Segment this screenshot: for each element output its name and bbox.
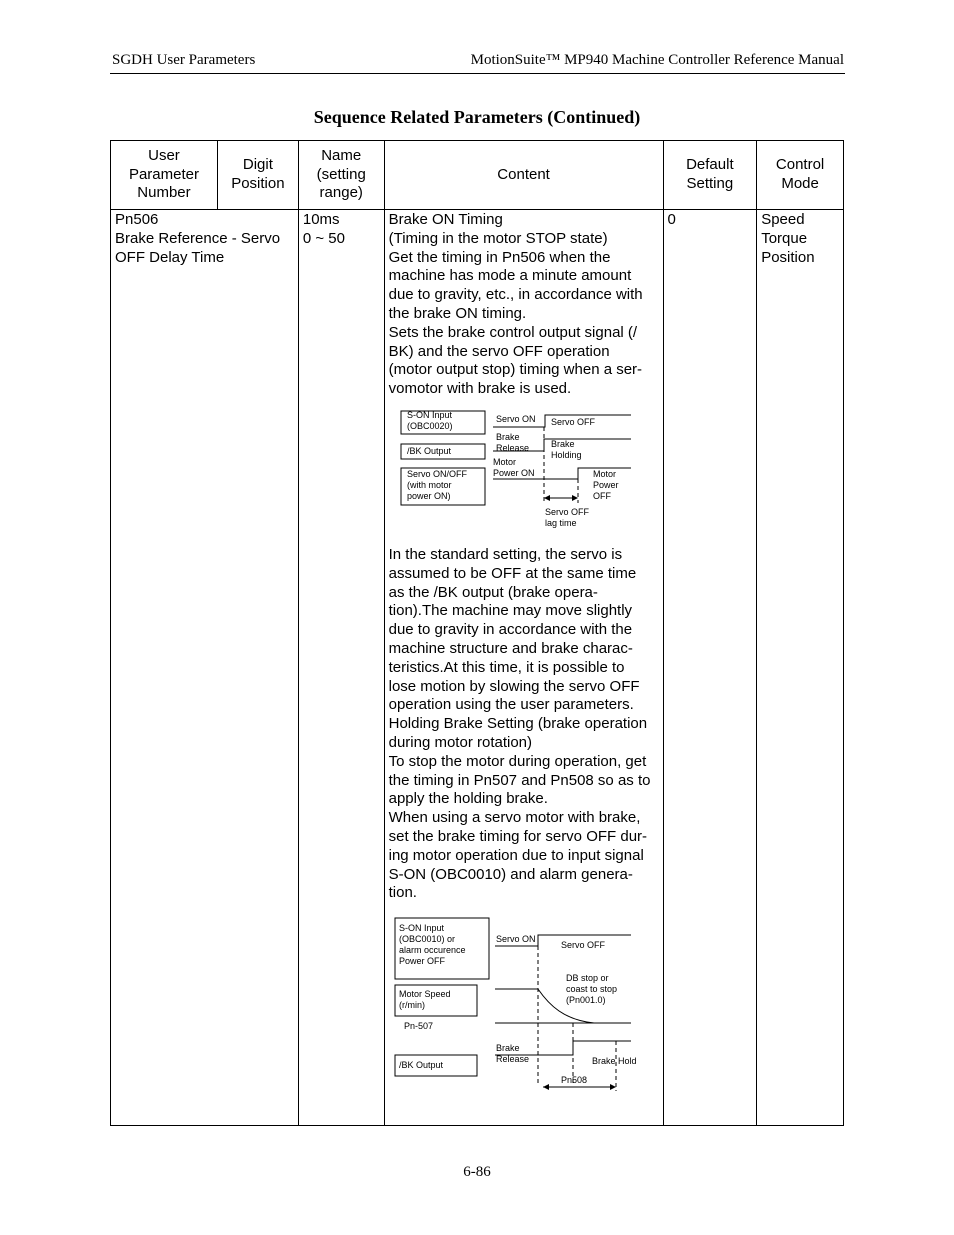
header-control-mode: Control Mode: [757, 141, 844, 210]
content-mid-text: In the standard setting, the servo is assumed to be OFF at the same time as the /BK output (brake opera- tion).The machine may move slightly due to gravity in accordance with the machine structure and brake charac- teristics.At this time, it is possible to lose motion by slowing the servo OFF operation using the user parameters. Holding Brake Setting (brake operation during motor rotation) To stop the motor during operation, get the timing in Pn507 and Pn508 so as to apply the holding brake. When using a servo motor with brake, set the brake timing for servo OFF dur- ing motor operation due to input signal S-ON (OBC0010) and alarm genera- tion.: [388, 545, 651, 902]
d1-brake-holding-2: Holding: [550, 449, 582, 460]
d1-brake-holding: Brake: [550, 438, 575, 449]
d2-brake-release-2: Release: [495, 1054, 529, 1065]
d1-servo-on: Servo ON: [495, 413, 536, 424]
d2-son-input-label-4: Power OFF: [398, 956, 445, 967]
d1-servo-onoff-label-3: power ON): [406, 490, 451, 501]
d2-motor-speed-unit: (r/min): [398, 1000, 425, 1011]
d1-lag-time: Servo OFF: [544, 506, 589, 517]
d2-son-input-label-3: alarm occurence: [398, 945, 466, 956]
header-default-setting: Default Setting: [663, 141, 757, 210]
d1-bk-output-label: /BK Output: [406, 445, 451, 456]
header-content: Content: [384, 141, 663, 210]
timing-diagram-brake-on: [389, 407, 649, 537]
header-rule: [110, 73, 845, 74]
table-row: [111, 210, 844, 1126]
header-digit-position: Digit Position: [217, 141, 298, 210]
d2-db-stop-3: (Pn001.0): [565, 995, 606, 1006]
running-header-right: MotionSuite™ MP940 Machine Controller Reference Manual: [470, 52, 844, 68]
d1-servo-onoff-label-2: (with motor: [406, 479, 452, 490]
header-user-parameter-number: User Parameter Number: [111, 141, 218, 210]
content-top-text: Brake ON Timing (Timing in the motor STOP state) Get the timing in Pn506 when the machine has mode a minute amount due to gravity, etc., in accordance with the brake ON timing. Sets the brake control output signal (/ BK) and the servo OFF operation (motor output stop) timing when a ser- vomotor with brake is used.: [388, 211, 643, 398]
d1-son-input-code: (OBC0020): [406, 420, 453, 431]
cell-name-range: 10ms 0 ~ 50: [298, 210, 384, 1126]
header-name-setting-range: Name (setting range): [298, 141, 384, 210]
d2-pn508: Pn508: [560, 1075, 587, 1086]
timing-diagram-holding-brake: [389, 915, 649, 1100]
d1-servo-off: Servo OFF: [550, 416, 595, 427]
parameter-table: [110, 140, 844, 1126]
d1-lag-time-2: lag time: [544, 517, 577, 528]
d2-son-input-label-2: (OBC0010) or: [398, 934, 455, 945]
cell-default-setting: 0: [663, 210, 757, 1126]
d1-servo-onoff-label: Servo ON/OFF: [406, 468, 467, 479]
d2-brake-release: Brake: [495, 1043, 520, 1054]
d1-motor-power-off-3: OFF: [592, 490, 611, 501]
d1-motor-power-on: Motor: [492, 456, 516, 467]
running-header-left: SGDH User Parameters: [112, 52, 256, 68]
d2-son-input-label: S-ON Input: [398, 923, 444, 934]
d1-son-input-label: S-ON Input: [406, 409, 452, 420]
cell-control-mode: Speed Torque Position: [757, 210, 844, 1126]
d2-db-stop-2: coast to stop: [565, 984, 617, 995]
table-header-row: [111, 141, 844, 210]
d1-motor-power-on-2: Power ON: [492, 467, 535, 478]
d2-db-stop: DB stop or: [565, 973, 609, 984]
d2-motor-speed-label: Motor Speed: [398, 989, 451, 1000]
d1-brake-release: Brake: [495, 431, 520, 442]
d1-motor-power-off: Motor: [592, 468, 616, 479]
d2-servo-off: Servo OFF: [560, 940, 605, 951]
d1-brake-release-2: Release: [495, 442, 529, 453]
d1-motor-power-off-2: Power: [592, 479, 619, 490]
page-number: 6-86: [463, 1164, 491, 1180]
d2-bk-output-label: /BK Output: [398, 1060, 443, 1071]
cell-content: [384, 210, 663, 1126]
d2-brake-hold: Brake Hold: [591, 1056, 637, 1067]
section-title: Sequence Related Parameters (Continued): [313, 107, 641, 127]
cell-parameter: Pn506 Brake Reference - Servo OFF Delay Time: [111, 210, 299, 1126]
d2-pn507: Pn-507: [403, 1021, 433, 1032]
d2-servo-on: Servo ON: [495, 934, 536, 945]
